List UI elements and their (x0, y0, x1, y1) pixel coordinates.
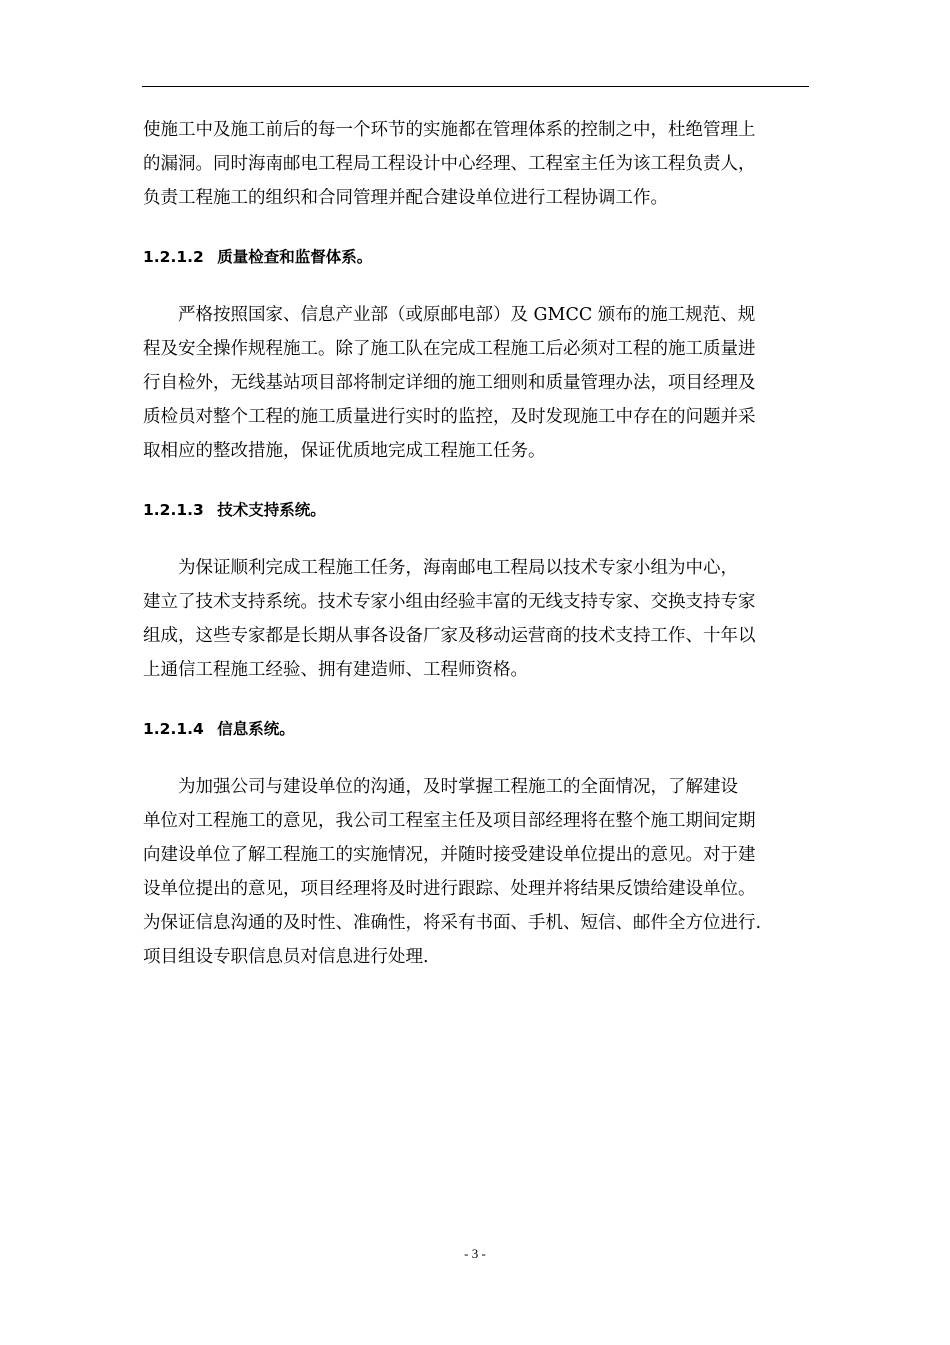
document-body (143, 113, 809, 974)
section-number: 1.2.1.4 (143, 720, 204, 738)
header-rule (142, 86, 809, 87)
section-title: 信息系统。 (217, 720, 295, 738)
section-title: 质量检查和监督体系。 (217, 248, 373, 266)
section-title: 技术支持系统。 (217, 501, 326, 519)
paragraph-management-continuation: 使施工中及施工前后的每一个环节的实施都在管理体系的控制之中，杜绝管理上 的漏洞。同时海南邮电工程局工程设计中心经理、工程室主任为该工程负责人， 负责工程施工的组织和合同管理并配合建设单位进行工程协调工作。 (143, 120, 756, 208)
page-number: - 3 - (464, 1246, 486, 1261)
section-number: 1.2.1.3 (143, 501, 204, 519)
paragraph-technical-support: 为保证顺利完成工程施工任务，海南邮电工程局以技术专家小组为中心， 建立了技术支持系统。技术专家小组由经验丰富的无线支持专家、交换支持专家 组成，这些专家都是长期从事各设备厂家及移动运营商的技术支持工作、十年以 上通信工程施工经验、拥有建造师、工程师资格。 (143, 558, 756, 680)
section-heading-information-system (143, 717, 809, 741)
paragraph-information-system: 为加强公司与建设单位的沟通，及时掌握工程施工的全面情况，了解建设 单位对工程施工的意见，我公司工程室主任及项目部经理将在整个施工期间定期 向建设单位了解工程施工的实施情况，并随时接受建设单位提出的意见。对于建 设单位提出的意见，项目经理将及时进行跟踪、处理并将结果反馈给建设单位。 为保证信息沟通的及时性、准确性，将采有书面、手机、短信、邮件全方位进行. 项目组设专职信息员对信息进行处理. (143, 777, 762, 967)
section-heading-quality-inspection (143, 245, 809, 269)
section-number: 1.2.1.2 (143, 248, 204, 266)
paragraph-quality-inspection: 严格按照国家、信息产业部（或原邮电部）及 GMCC 颁布的施工规范、规 程及安全操作规程施工。除了施工队在完成工程施工后必须对工程的施工质量进 行自检外，无线基站项目部将制定详细的施工细则和质量管理办法，项目经理及 质检员对整个工程的施工质量进行实时的监控，及时发现施工中存在的问题并采 取相应的整改措施，保证优质地完成工程施工任务。 (143, 305, 756, 461)
section-heading-technical-support (143, 498, 809, 522)
